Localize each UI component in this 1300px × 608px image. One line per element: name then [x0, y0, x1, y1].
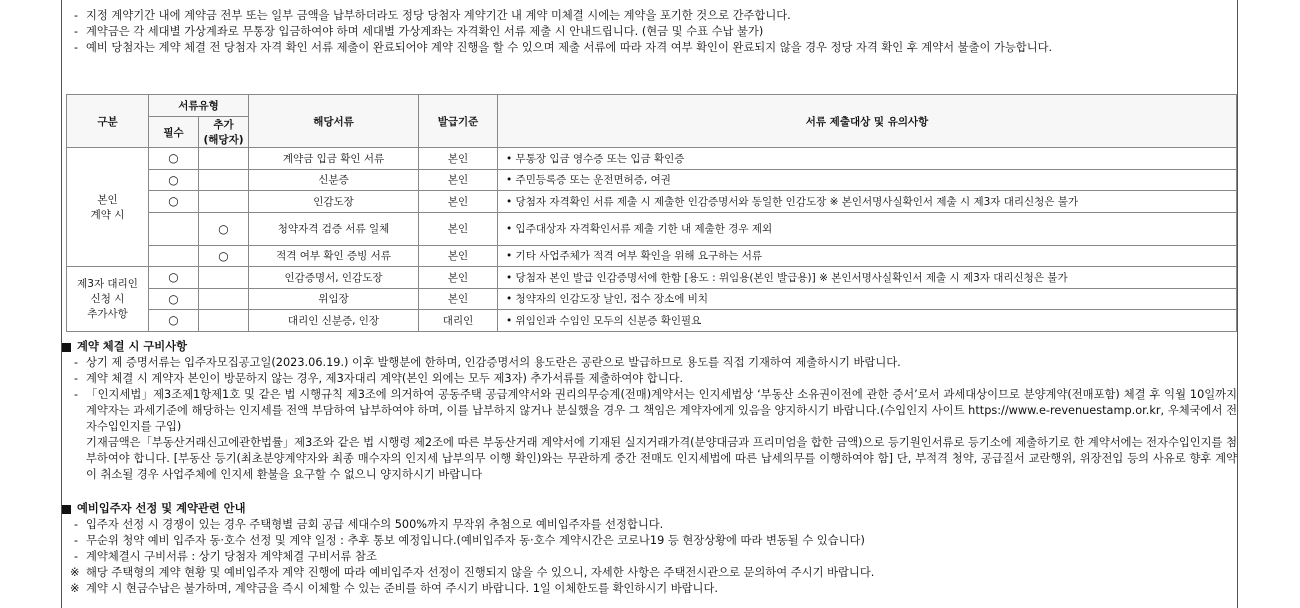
square-bullet-icon: [62, 343, 71, 352]
list-item: - 계약 체결 시 계약자 본인이 방문하지 않는 경우, 제3자대리 계약(본인 외에는 모두 제3자) 추가서류를 제출하여야 합니다.: [74, 372, 684, 385]
header-document: 해당서류: [249, 95, 419, 148]
list-item: - 무순위 청약 예비 입주자 동·호수 선정 및 계약 일정 : 추후 통보 예정입니다.(예비입주자 동·호수 계약시간은 코로나19 등 현장상황에 따라 변동될 수 있습니다): [74, 534, 865, 547]
header-required: 필수: [149, 117, 199, 148]
header-additional: 추가 (해당자): [199, 117, 249, 148]
list-item: - 「인지세법」제3조제1항제1호 및 같은 법 시행규칙 제3조에 의거하여 공동주택 공급계약서와 권리의무승계(전매)계약서는 인지세법상 ‘부동산 소유권이전에 관한 증서’로서 과세대상이므로 분양계약(전매포함) 체결 후 익월 10일까지 계약자는 과세기준에 해당하는 인지세를 전액 부담하여 납부하여야 하며, 이를 납부하지 않거나 분실했을 경우 그 책임은 계약자에게 있음을 양지하시기 바랍니다.(수입인지 사이트 https://www.e-revenuestamp.or.kr, 우체국에서 전자수입인지를 구입): [74, 388, 1237, 433]
table-row: ○ 대리인 신분증, 인장 대리인 • 위임인과 수임인 모두의 신분증 확인필요: [67, 310, 1237, 332]
table-row: ○ 위임장 본인 • 청약자의 인감도장 날인, 접수 장소에 비치: [67, 288, 1237, 310]
note-item: - 예비 당첨자는 계약 체결 전 당첨자 자격 확인 서류 제출이 완료되어야 계약 진행을 할 수 있으며 제출 서류에 따라 자격 여부 확인이 완료되지 않을 경우 정당 자격 확인 후 계약서 불출이 가능합니다.: [74, 40, 1236, 56]
table-row: 본인 계약 시 ○ 계약금 입금 확인 서류 본인 • 무통장 입금 영수증 또는 입금 확인증: [67, 148, 1237, 170]
contract-notes: [74, 8, 1236, 56]
table-row: ○ 적격 여부 확인 증빙 서류 본인 • 기타 사업주체가 적격 여부 확인을 위해 요구하는 서류: [67, 245, 1237, 267]
list-item: ※ 해당 주택형의 계약 현황 및 예비입주자 계약 진행에 따라 예비입주자 선정이 진행되지 않을 수 있으니, 자세한 사항은 주택전시관으로 문의하여 주시기 바랍니다.: [70, 566, 875, 579]
reserve-occupant-section: [62, 501, 1237, 597]
table-row: ○ 인감도장 본인 • 당첨자 자격확인 서류 제출 시 제출한 인감증명서와 동일한 인감도장 ※ 본인서명사실확인서 제출 시 제3자 대리신청은 불가: [67, 191, 1237, 213]
table-row: ○ 청약자격 검증 서류 일체 본인 • 입주대상자 자격확인서류 제출 기한 내 제출한 경우 제외: [67, 212, 1237, 245]
table-row: ○ 신분증 본인 • 주민등록증 또는 운전면허증, 여권: [67, 169, 1237, 191]
header-category: 구분: [67, 95, 149, 148]
list-item: - 상기 제 증명서류는 입주자모집공고일(2023.06.19.) 이후 발행분에 한하며, 인감증명서의 용도란은 공란으로 발급하므로 용도를 직접 기재하여 제출하시기 바랍니다.: [74, 356, 901, 369]
list-item: - 입주자 선정 시 경쟁이 있는 경우 주택형별 금회 공급 세대수의 500%까지 무작위 추첨으로 예비입주자를 선정합니다.: [74, 518, 664, 531]
required-documents-table: [66, 94, 1237, 332]
list-item: 기재금액은「부동산거래신고에관한법률」제3조와 같은 법 시행령 제2조에 따른 부동산거래 계약서에 기재된 실지거래가격(분양대금과 프리미엄을 합한 금액)으로 등기원인서류로 등기소에 제출하기로 한 계약서에는 전자수입인지를 첨부하여야 합니다. [부동산 등기(최초분양계약자와 최종 매수자의 인지세 납부의무 이행 확인)와는 무관하게 중간 전매도 인지세법에 따른 납세의무를 이행하여야 함] 단, 부적격 청약, 공급질서 교란행위, 위장전입 등의 사유로 향후 계약이 취소될 경우 사업주체에 인지세 환불을 요구할 수 없으니 양지하시기 바랍니다: [86, 436, 1237, 481]
group-proxy: 제3자 대리인 신청 시 추가사항: [67, 267, 149, 332]
section-title: 계약 체결 시 구비사항: [77, 340, 188, 353]
note-text: 예비 당첨자는 계약 체결 전 당첨자 자격 확인 서류 제출이 완료되어야 계약 진행을 할 수 있으며 제출 서류에 따라 자격 여부 확인이 완료되지 않을 경우 정당 자격 확인 후 계약서 불출이 가능합니다.: [86, 41, 1053, 54]
group-self: 본인 계약 시: [67, 148, 149, 267]
note-text: 계약금은 각 세대별 가상계좌로 무통장 입금하여야 하며 세대별 가상계좌는 자격확인 서류 제출 시 안내드립니다. (현금 및 수표 수납 불가): [86, 25, 764, 38]
header-doc-type: 서류유형: [149, 95, 249, 117]
note-item: - 지정 계약기간 내에 계약금 전부 또는 일부 금액을 납부하더라도 정당 당첨자 계약기간 내 계약 미체결 시에는 계약을 포기한 것으로 간주합니다.: [74, 8, 1236, 24]
square-bullet-icon: [62, 505, 71, 514]
list-item: ※ 계약 시 현금수납은 불가하며, 계약금을 즉시 이체할 수 있는 준비를 하여 주시기 바랍니다. 1일 이체한도를 확인하시기 바랍니다.: [70, 582, 718, 595]
note-item: - 계약금은 각 세대별 가상계좌로 무통장 입금하여야 하며 세대별 가상계좌는 자격확인 서류 제출 시 안내드립니다. (현금 및 수표 수납 불가): [74, 24, 1236, 40]
list-item: - 계약체결시 구비서류 : 상기 당첨자 계약체결 구비서류 참조: [74, 550, 377, 563]
contract-requirements-section: [62, 339, 1237, 483]
section-title: 예비입주자 선정 및 계약관련 안내: [77, 502, 246, 515]
header-issuer: 발급기준: [419, 95, 498, 148]
header-notes: 서류 제출대상 및 유의사항: [498, 95, 1237, 148]
table-row: 제3자 대리인 신청 시 추가사항 ○ 인감증명서, 인감도장 본인 • 당첨자 본인 발급 인감증명서에 한함 [용도 : 위임용(본인 발급용)] ※ 본인서명사실확인서 제출 시 제3자 대리신청은 불가: [67, 267, 1237, 289]
note-text: 지정 계약기간 내에 계약금 전부 또는 일부 금액을 납부하더라도 정당 당첨자 계약기간 내 계약 미체결 시에는 계약을 포기한 것으로 간주합니다.: [86, 9, 791, 22]
